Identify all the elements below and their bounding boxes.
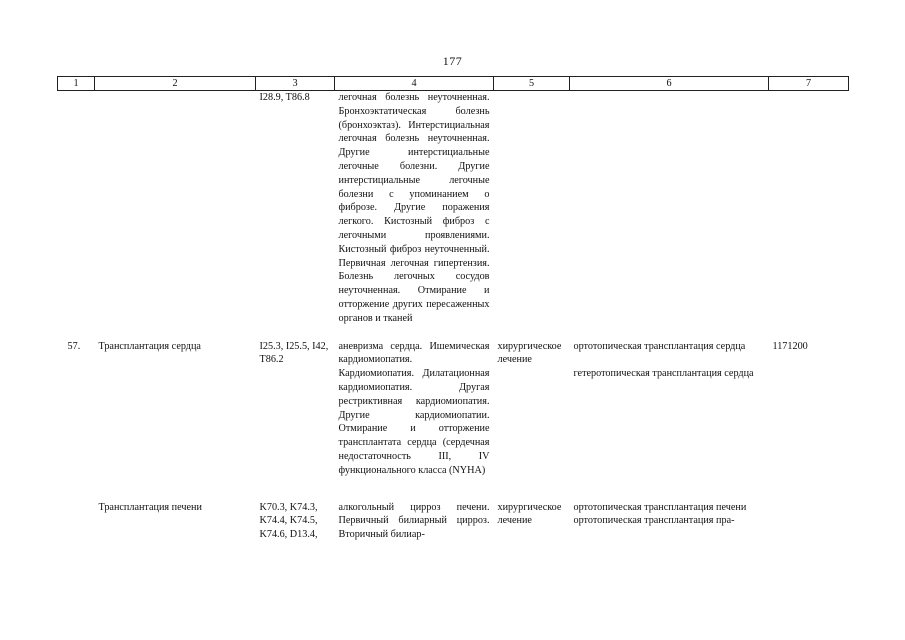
column-number: 2 bbox=[95, 77, 256, 91]
care-type-name: Трансплантация сердца bbox=[98, 340, 201, 352]
treatment-method: гетеротопическая трансплантация сердца bbox=[573, 368, 754, 380]
table-row bbox=[58, 340, 849, 478]
cost-value bbox=[769, 91, 849, 326]
care-type-name: Трансплантация печени bbox=[98, 501, 202, 513]
page-number: 177 bbox=[442, 54, 463, 68]
row-number bbox=[58, 91, 95, 326]
treatment-methods bbox=[570, 91, 769, 326]
treatment-type bbox=[494, 91, 570, 326]
column-number: 6 bbox=[570, 77, 769, 91]
diagnosis-text: аневризма сердца. Ишемическая кардиомиопатия. Кардиомиопатия. Дилатационная кардиомиопатия. Другая рестриктивная кардиомиопатия. Другие кардиомиопатии. Отмирание и отторжение трансплантата сердца (сердечная недостаточность III, IV функционального класса (NYHA) bbox=[338, 340, 490, 476]
row-spacer bbox=[58, 326, 849, 340]
row-number: 57. bbox=[67, 340, 81, 352]
treatment-method: ортотопическая трансплантация пра- bbox=[573, 515, 735, 527]
treatment-type: хирургическое лечение bbox=[497, 501, 562, 527]
row-spacer bbox=[58, 478, 849, 501]
column-number: 5 bbox=[494, 77, 570, 91]
cost-value: 1171200 bbox=[772, 340, 808, 352]
treatment-method: ортотопическая трансплантация сердца bbox=[573, 340, 746, 352]
column-number: 4 bbox=[335, 77, 494, 91]
treatment-methods bbox=[570, 340, 769, 478]
table-row bbox=[58, 91, 849, 326]
care-type-name bbox=[95, 91, 256, 326]
column-number: 3 bbox=[256, 77, 335, 91]
diagnosis-text: алкогольный цирроз печени. Первичный билиарный цирроз. Вторичный билиар- bbox=[338, 501, 490, 541]
table-row bbox=[58, 501, 849, 542]
medical-care-table bbox=[57, 76, 849, 542]
treatment-methods bbox=[570, 501, 769, 542]
icd-codes: I28.9, T86.8 bbox=[259, 92, 310, 103]
column-number: 7 bbox=[769, 77, 849, 91]
row-number bbox=[58, 501, 95, 542]
cost-value bbox=[769, 501, 849, 542]
table-header-row bbox=[58, 77, 849, 91]
column-number: 1 bbox=[58, 77, 95, 91]
treatment-type: хирургическое лечение bbox=[497, 340, 562, 366]
diagnosis-text: легочная болезнь неуточненная. Бронхоэктатическая болезнь (бронхоэктаз). Интерстициальная легочная болезнь неуточненная. Другие интерстициальные легочные болезни. Другие интерстициальные легочные болезни с упоминанием о фиброзе. Другие поражения легкого. Кистозный фиброз с легочными проявлениями. Кистозный фиброз неуточненный. Первичная легочная гипертензия. Болезнь легочных сосудов неуточненная. Отмирание и отторжение других пересаженных органов и тканей bbox=[338, 92, 490, 324]
treatment-method: ортотопическая трансплантация печени bbox=[573, 501, 747, 513]
icd-codes: K70.3, K74.3, K74.4, K74.5, K74.6, D13.4, bbox=[259, 501, 318, 541]
icd-codes: I25.3, I25.5, I42, T86.2 bbox=[259, 340, 329, 366]
